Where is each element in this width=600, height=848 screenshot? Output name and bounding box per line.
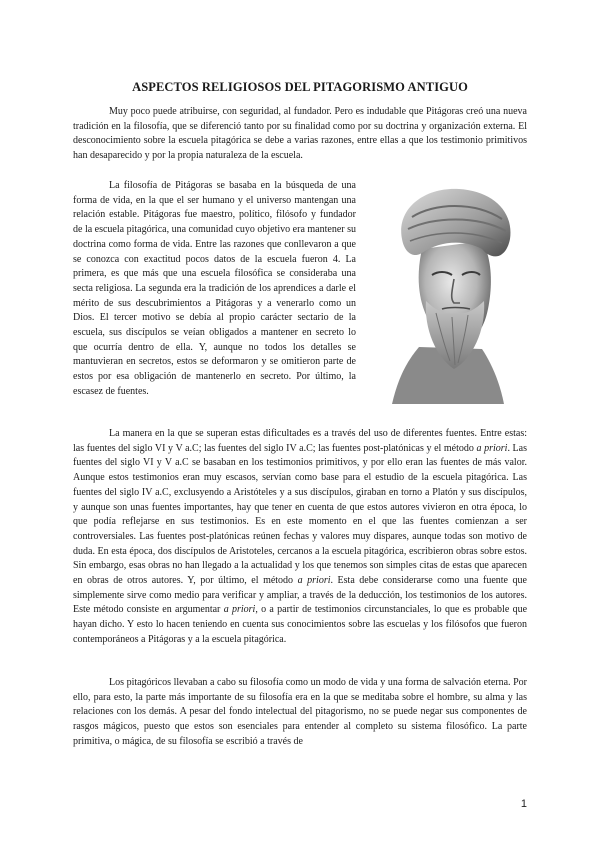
paragraph-sources-text-1: La manera en la que se superan estas dificultades es a través del uso de diferentes fuentes. Entre estas: las fuentes del siglo VI y V a.C; las fuentes del siglo IV a.C; las fuentes post-platónicas y el método xyxy=(73,428,527,454)
document-title: ASPECTOS RELIGIOSOS DEL PITAGORISMO ANTIGUO xyxy=(132,80,468,94)
paragraph-sources-text-4: , o a partir de testimonios circunstanciales, lo que es probable que hayan dicho. Y esto lo hacen teniendo en cuenta sus conocimientos sobre las escuelas y los filósofos que fueron contemporáneos a Pitágoras y a la escuela pitagórica. xyxy=(73,604,528,645)
paragraph-intro xyxy=(73,105,527,164)
paragraph-philosophy-text: La filosofía de Pitágoras se basaba en la búsqueda de una forma de vida, en la que el ser humano y el universo mantengan una relación estable. Pitágoras fue maestro, político, filósofo y fundador de la escuela pitagórica, una comunidad cuyo objetivo era mantener su doctrina como forma de vida. Entre las razones que conllevaron a que se conozca con exactitud pocos datos de la escuela fueron 4. La primera, es que más que una escuela filosófica se consideraba una secta religiosa. La segunda era la tradición de los aprendices a darle el mérito de sus descubrimientos a Pitágoras y a venerarlo como un Dios. El tercer motivo se debía al propio carácter sectario de la escuela, sus discípulos se veían obligados a mantener en secreto lo que ocurría dentro de ella. Y, aunque no todos los detalles se mantuvieran en secretos, estos se deformaron y se omitieron parte de estos por esa obligación de mantenerlo en secreto. Por último, la escasez de fuentes. xyxy=(73,180,356,397)
paragraph-pythagoreans xyxy=(73,676,527,750)
paragraph-sources-text-2: . Las fuentes del siglo VI y V a.C se basaban en los testimonios primitivos, y por ello eran las fuentes de más valor. Aunque estos testimonios eran muy escasos, servían como base para el estudio de la escuela pitagórica. Las fuentes del siglo IV a.C, exclusyendo a Aristóteles y a sus discípulos, giraban en torno a Platón y sus discípulos, y aunque son unas fuentes importantes, hay que tener en cuenta de que estos autores vivieron en otra época, lo que podía reflejarse en sus testimonios. Es en este momento en el que las fuentes comienzan a ser controversiales. Las fuentes post-platónicas reúnen fechas y valores muy dispares, aunque todas son motivo de duda. En esta época, dos discípulos de Aristoteles, cercanos a la escuela pitagórica, escribieron obras sobre estos. Sin embargo, esas obras no han llegado a la actualidad y los que tenemos son simples citas de estas que aparecen en obras de otros autores. Y, por último, el método xyxy=(73,442,527,587)
paragraph-philosophy xyxy=(73,179,527,405)
pythagoras-bust-image xyxy=(364,179,527,404)
page-number: 1 xyxy=(520,798,527,810)
term-a-priori: a priori xyxy=(223,604,256,616)
term-a-priori: a priori xyxy=(297,575,331,587)
paragraph-sources xyxy=(73,427,527,648)
term-a-priori: a priori xyxy=(476,442,508,454)
paragraph-pythagoreans-text: Los pitagóricos llevaban a cabo su filosofía como un modo de vida y una forma de salvación eterna. Por ello, para esto, la parte más importante de su filosofía era en la que se meditaba sobre el hombre, su alma y las relaciones con los demás. A pesar del fondo intelectual del pitagorismo, no se puede negar sus componentes de rasgos mágicos, puesto que estos son esenciales para entender al completo su sistema filosófico. La parte primitiva, o mágica, de su filosofía se escribió a través de xyxy=(73,677,527,747)
document-page xyxy=(73,0,527,848)
paragraph-sources-text-3: . Esta debe considerarse como una fuente que simplemente sirve como medio para verificar y ampliar, a través de la deducción, los testimonios de los autores. Este método consiste en argumentar xyxy=(73,575,527,616)
paragraph-intro-text: Muy poco puede atribuirse, con seguridad, al fundador. Pero es indudable que Pitágoras creó una nueva tradición en la filosofía, que se diferenció tanto por su finalidad como por su doctrina y organización externa. El desconocimiento sobre la escuela pitagórica se debe a varias razones, entre ellas a que los testimonio primitivos han desaparecido y por la propia naturaleza de la escuela. xyxy=(73,106,527,162)
